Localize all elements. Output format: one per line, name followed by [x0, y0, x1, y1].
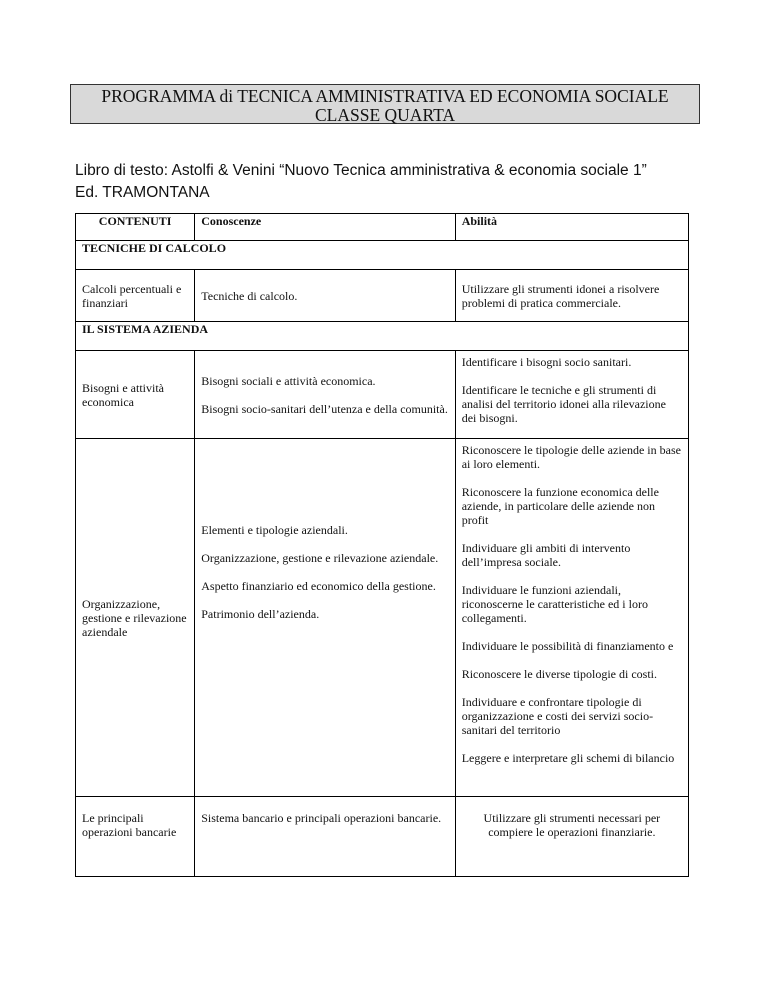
textbook-publisher: Ed. TRAMONTANA [75, 184, 210, 201]
abilita-item: Identificare le tecniche e gli strumenti di analisi del territorio idonei alla rilevazione dei bisogni. [461, 383, 666, 425]
header-abilita: Abilità [455, 214, 688, 241]
table-header-row [76, 214, 689, 241]
table-row [76, 797, 689, 877]
contenuto-cell: Calcoli percentuali e finanziari [76, 270, 195, 322]
table-row [76, 439, 689, 797]
abilita-cell [455, 439, 688, 797]
textbook-info [75, 160, 735, 204]
conoscenza-item: Organizzazione, gestione e rilevazione aziendale. [201, 551, 439, 565]
abilita-cell: Utilizzare gli strumenti necessari per compiere le operazioni finanziarie. [455, 797, 688, 877]
contenuto-cell: Organizzazione, gestione e rilevazione aziendale [76, 439, 195, 797]
abilita-cell [455, 351, 688, 439]
abilita-item: Riconoscere le tipologie delle aziende in base ai loro elementi. [461, 443, 681, 471]
document-title-box [70, 84, 700, 124]
abilita-item: Riconoscere la funzione economica delle aziende, in particolare delle aziende non profit [461, 485, 659, 527]
section-row [76, 241, 689, 270]
abilita-cell: Utilizzare gli strumenti idonei a risolvere problemi di pratica commerciale. [455, 270, 688, 322]
table-row [76, 270, 689, 322]
conoscenze-cell [195, 439, 455, 797]
abilita-item: Identificare i bisogni socio sanitari. [461, 355, 632, 369]
conoscenza-item: Patrimonio dell’azienda. [201, 607, 320, 621]
abilita-item: Riconoscere le diverse tipologie di costi. [461, 667, 657, 681]
abilita-item: Individuare le possibilità di finanziamento e [461, 639, 674, 653]
abilita-item: Individuare le funzioni aziendali, riconoscerne le caratteristiche ed i loro collegamenti. [461, 583, 648, 625]
conoscenze-cell [195, 351, 455, 439]
section-il-sistema-azienda: IL SISTEMA AZIENDA [76, 322, 689, 351]
section-row [76, 322, 689, 351]
section-tecniche-di-calcolo: TECNICHE DI CALCOLO [76, 241, 689, 270]
contenuto-cell: Bisogni e attività economica [76, 351, 195, 439]
conoscenza-item: Elementi e tipologie aziendali. [201, 523, 348, 537]
document-title-line2: CLASSE QUARTA [315, 105, 455, 125]
conoscenza-item: Bisogni sociali e attività economica. [201, 373, 376, 388]
conoscenze-cell: Tecniche di calcolo. [195, 270, 455, 322]
conoscenze-cell: Sistema bancario e principali operazioni bancarie. [195, 797, 455, 877]
contenuto-cell: Le principali operazioni bancarie [76, 797, 195, 877]
conoscenza-item: Bisogni socio-sanitari dell’utenza e della comunità. [201, 401, 448, 416]
document-title-line1: PROGRAMMA di TECNICA AMMINISTRATIVA ED ECONOMIA SOCIALE [101, 86, 669, 106]
abilita-item: Leggere e interpretare gli schemi di bilancio [461, 751, 675, 765]
abilita-item: Individuare gli ambiti di intervento dell’impresa sociale. [461, 541, 631, 569]
header-conoscenze: Conoscenze [195, 214, 455, 241]
textbook-title: Libro di testo: Astolfi & Venini “Nuovo Tecnica amministrativa & economia sociale 1” [75, 162, 647, 179]
conoscenza-item: Aspetto finanziario ed economico della gestione. [201, 579, 436, 593]
abilita-item: Individuare e confrontare tipologie di organizzazione e costi dei servizi socio-sanitari del territorio [461, 695, 654, 737]
table-row [76, 351, 689, 439]
program-table [75, 213, 689, 877]
header-contenuti: CONTENUTI [76, 214, 195, 241]
